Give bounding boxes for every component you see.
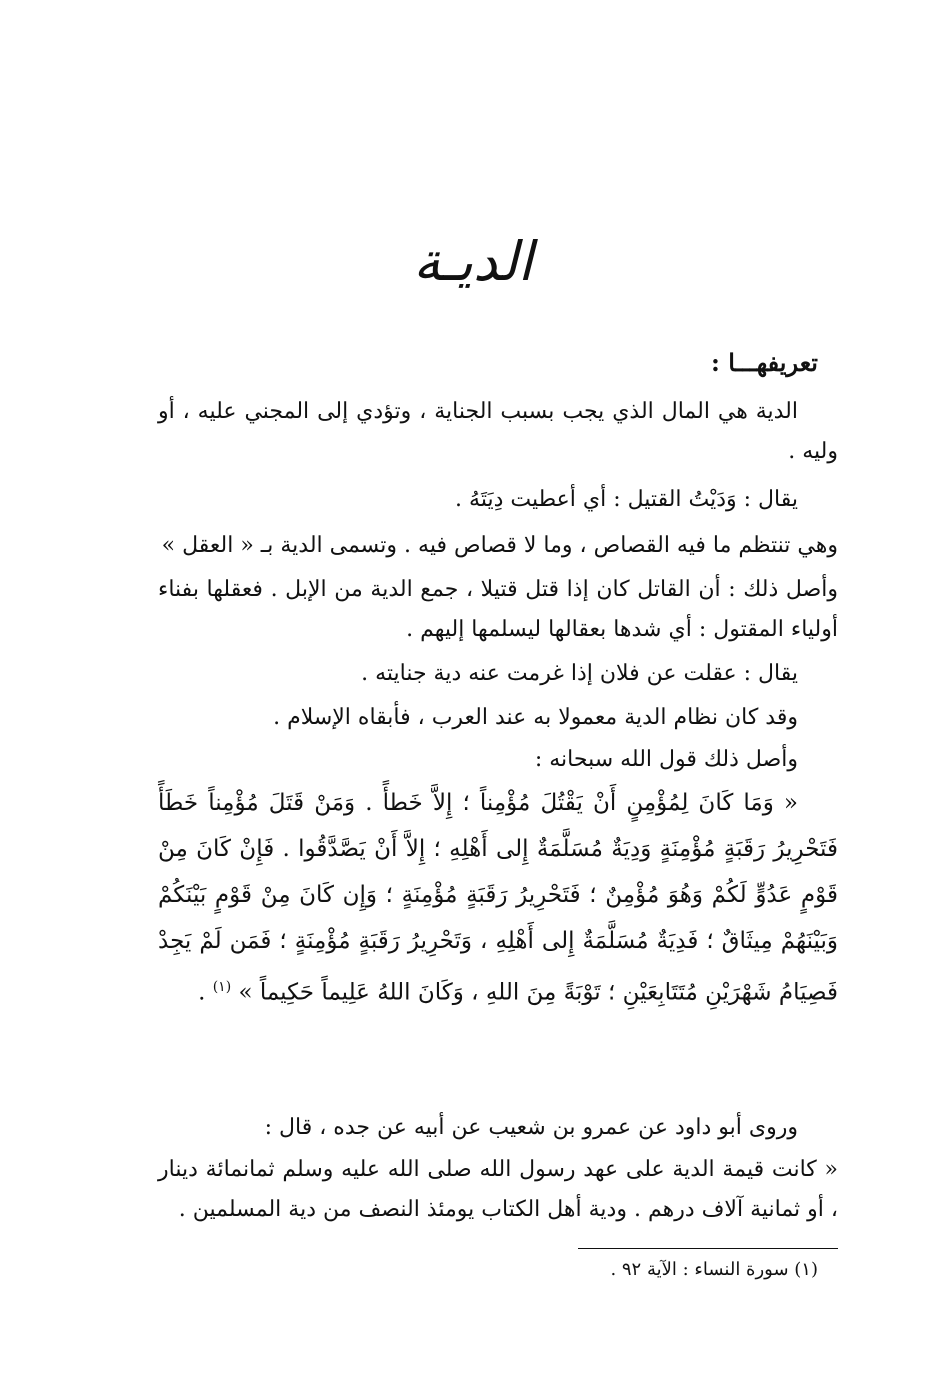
footnote-divider [578,1248,838,1249]
section-heading: تعريفهـــا : [710,348,818,377]
paragraph-basis-text: وأصل ذلك قول الله سبحانه : [534,747,798,772]
quran-verse-text: « وَمَا كَانَ لِمُؤْمِنٍ أَنْ يَقْتُلَ مُؤْمِناً ؛ إِلاَّ خَطأً . وَمَنْ قَتَلَ مُؤْمِناً خَطَأً فَتَحْرِيرُ رَقَبَةٍ مُؤْمِنَةٍ وَدِيَةٌ مُسَلَّمَةٌ إِلى أَهْلِهِ ؛ إِلاَّ أَنْ يَصَّدَّقُوا . فَإِنْ كَانَ مِنْ قَوْمٍ عَدُوٍّ لَكُمْ وَهُوَ مُؤْمِنٌ ؛ فَتَحْرِيرُ رَقَبَةٍ مُؤْمِنَةٍ ؛ وَإِن كَانَ مِنْ قَوْمٍ بَيْنَكُمْ وَبَيْنَهُمْ مِيثَاقٌ ؛ فَدِيَةٌ مُسَلَّمَةٌ إِلى أَهْلِهِ ، وَتَحْرِيرُ رَقَبَةٍ مُؤْمِنَةٍ ؛ فَمَن لَمْ يَجِدْ فَصِيَامُ شَهْرَيْنِ مُتَتَابِعَيْنِ ؛ تَوْبَةً مِنَ اللهِ ، وَكَانَ اللهُ عَلِيماً حَكِيماً » [158,790,838,1006]
footnote: (١) سورة النساء : الآية ٩٢ . [610,1259,818,1280]
paragraph-hadith-text: « كانت قيمة الدية على عهد رسول الله صلى الله عليه وسلم ثمانمائة دينار ، أو ثمانية آلاف درهم . ودية أهل الكتاب يومئذ النصف من دية المسلمين . [158,1157,838,1222]
paragraph-scope-text: وهي تنتظم ما فيه القصاص ، وما لا قصاص فيه . وتسمى الدية بـ « العقل » [161,533,838,558]
paragraph-basis [158,740,838,780]
paragraph-usage [158,654,838,694]
paragraph-definition [158,392,838,472]
chapter-title: الديـة [413,230,533,293]
paragraph-hadith-intro-text: وروى أبو داود عن عمرو بن شعيب عن أبيه عن جده ، قال : [264,1115,798,1140]
paragraph-hadith-intro [158,1108,838,1148]
quran-verse [158,780,838,1016]
paragraph-scope [158,526,838,566]
verse-end-mark: . [198,979,213,1006]
paragraph-history-text: وقد كان نظام الدية معمولا به عند العرب ، فأبقاه الإسلام . [273,705,798,730]
paragraph-history [158,698,838,738]
paragraph-etymology-text: يقال : وَدَيْتُ القتيل : أي أعطيت دِيَتَهُ . [455,487,798,512]
paragraph-hadith [158,1150,838,1230]
footnote-reference: (١) [212,979,232,995]
paragraph-usage-text: يقال : عقلت عن فلان إذا غرمت عنه دية جنايته . [361,661,798,686]
paragraph-origin [158,570,838,650]
paragraph-definition-text: الدية هي المال الذي يجب بسبب الجناية ، وتؤدي إلى المجني عليه ، أو وليه . [158,399,838,464]
paragraph-origin-text: وأصل ذلك : أن القاتل كان إذا قتل قتيلا ، جمع الدية من الإبل . فعقلها بفناء أولياء المقتول : أي شدها بعقالها ليسلمها إليهم . [158,577,838,642]
paragraph-etymology [158,480,838,520]
